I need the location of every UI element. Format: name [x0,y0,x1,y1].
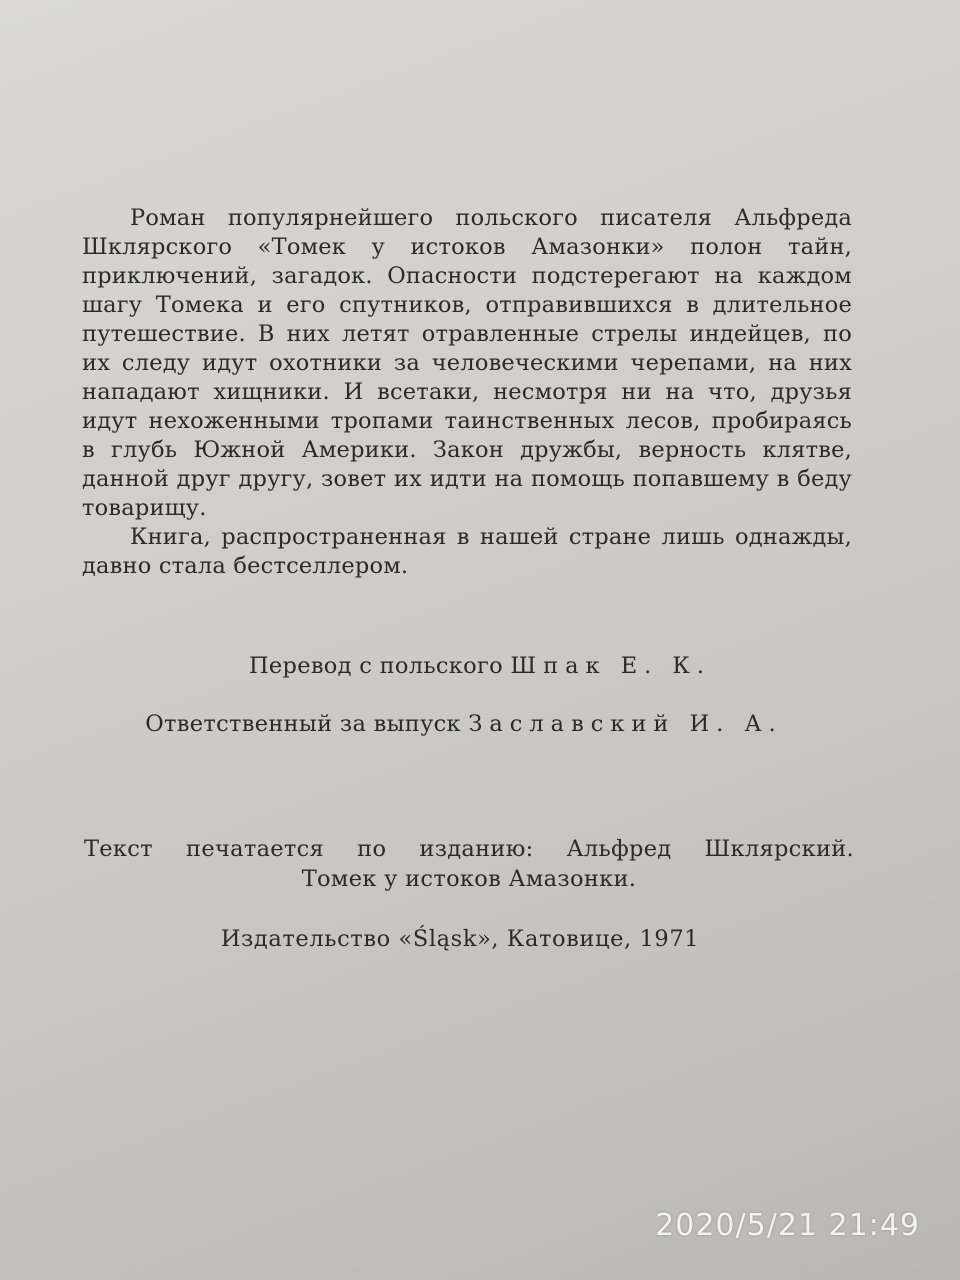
translator-name: Шпак Е. К. [510,653,712,679]
translation-credit [0,652,960,681]
annotation-paragraph-2: Книга, распространенная в нашей стране лишь однажды, давно стала бестселлером. [82,524,852,579]
responsible-label: Ответственный за выпуск [145,711,461,737]
responsible-credit [0,710,944,739]
annotation-paragraph-1: Роман популярнейшего польского писателя Альфреда Шклярского «Томек у истоков Амазонки» полон тайн, приключений, загадок. Опасности подстерегают на каждом шагу Томека и его спутников, отправившихся в длительное путешествие. В них летят отравленные стрелы индейцев, по их следу идут охотники за человеческими черепами, на них нападают хищники. И всетаки, несмотря ни на что, друзья идут нехоженными тропами таинственных лесов, пробираясь в глубь Южной Америки. Закон дружбы, верность клятве, данной друг другу, зовет их идти на помощь попавшему в беду товарищу. [82,205,852,521]
translation-label: Перевод с польского [248,653,503,679]
source-line-1: Текст печатается по изданию: Альфред Шклярский. [84,836,854,862]
responsible-name: Заславский И. А. [468,711,783,737]
source-line-2: Томек у истоков Амазонки. [301,866,637,892]
source-edition [84,834,854,894]
photo-timestamp: 2020/5/21 21:49 [655,1208,920,1243]
publisher-line: Издательство «Śląsk», Катовице, 1971 [220,926,700,952]
book-annotation [82,204,852,581]
